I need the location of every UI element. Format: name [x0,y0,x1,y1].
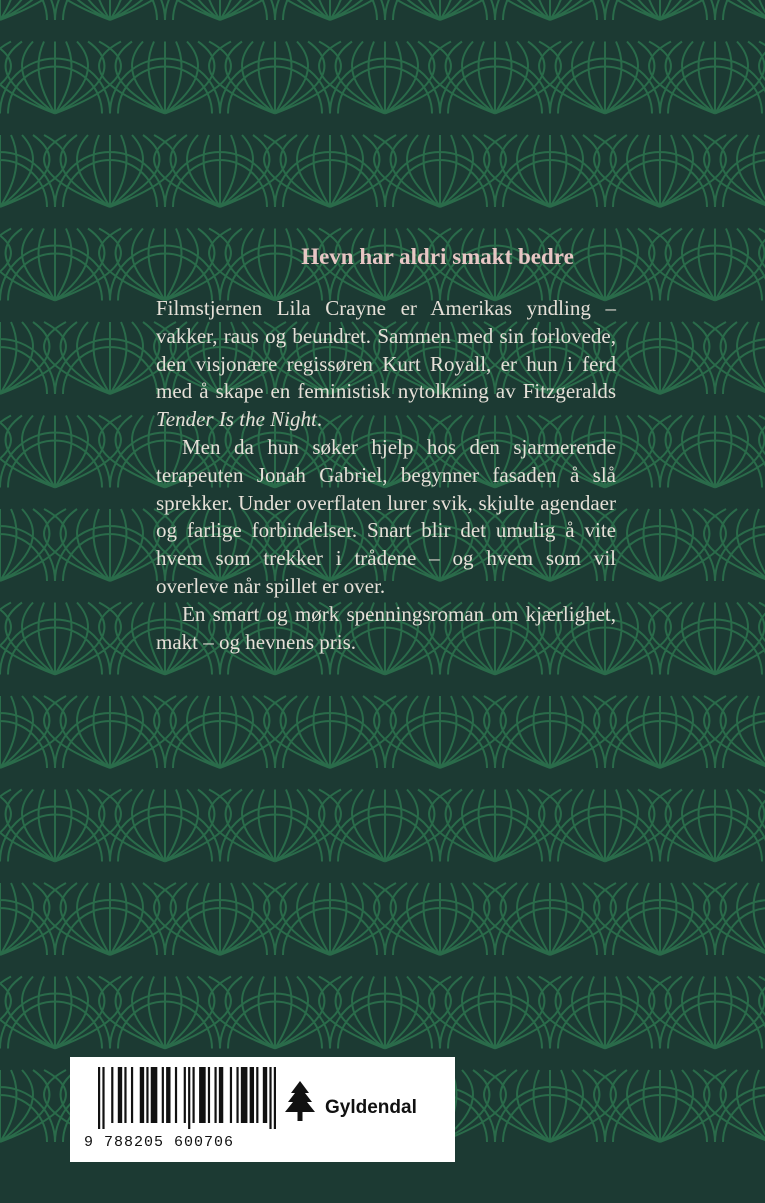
barcode-bar [111,1067,113,1123]
barcode-bar [219,1067,223,1123]
fan-motif [99,977,231,1049]
fan-motif [374,883,506,955]
fan-motif [374,696,506,768]
fan-motif [539,977,671,1049]
fan-motif [594,883,726,955]
fan-motif [44,135,176,207]
fan-motif [429,977,561,1049]
barcode-bar [124,1067,126,1123]
fan-motif [264,696,396,768]
fan-motif [539,790,671,862]
blurb-paragraph-3: En smart og mørk spenningsroman om kjærlighet, makt – og hevnens pris. [156,601,616,654]
fan-motif [154,0,286,20]
fan-motif [484,1070,616,1142]
fan-motif [429,790,561,862]
barcode-bar [256,1067,258,1123]
fir-tree-logo-icon [283,1079,317,1125]
barcode-bar [236,1067,238,1123]
barcode-panel [70,1057,455,1162]
barcode-bar [250,1067,254,1123]
barcode-bar [269,1067,271,1129]
barcode-bar [102,1067,104,1129]
fan-motif [264,0,396,20]
fan-motif [374,135,506,207]
fan-motif [484,696,616,768]
barcode-bar [131,1067,133,1123]
barcode-bar [118,1067,122,1123]
barcode-bar [192,1067,194,1123]
fan-motif [154,696,286,768]
fan-motif [44,883,176,955]
barcode-bar [146,1067,148,1123]
fan-motif [594,696,726,768]
publisher-name: Gyldendal [325,1097,417,1118]
barcode-bar [263,1067,267,1123]
barcode-bar [241,1067,248,1123]
fan-motif [264,883,396,955]
barcode [98,1067,276,1129]
fan-motif [319,42,451,114]
barcode-bar [162,1067,164,1123]
barcode-bar [199,1067,206,1123]
blurb-text [156,295,616,656]
fan-motif [209,790,341,862]
fan-motif [209,42,341,114]
fan-motif [484,883,616,955]
fan-motif [264,135,396,207]
fan-motif [594,0,726,20]
fan-motif [44,0,176,20]
isbn-number: 9 788205 600706 [84,1134,235,1151]
fan-motif [429,42,561,114]
fan-motif [374,0,506,20]
barcode-bar [140,1067,144,1123]
fan-motif [594,1070,726,1142]
fan-motif [484,0,616,20]
fan-motif [44,696,176,768]
barcode-bar [208,1067,210,1123]
fan-motif [154,135,286,207]
barcode-bar [175,1067,177,1123]
barcode-bar [188,1067,190,1129]
fan-motif [594,135,726,207]
barcode-bar [274,1067,276,1129]
barcode-bar [151,1067,158,1123]
fan-motif [154,883,286,955]
barcode-bar [166,1067,170,1123]
barcode-bar [98,1067,100,1129]
blurb-paragraph-1: Filmstjernen Lila Crayne er Amerikas yndling – vakker, raus og beundret. Sammen med sin forlovede, den visjonære regissøren Kurt Royall, er hun i ferd med å skape en feministisk nytolkning av Fitzgeralds Tender Is the Night. [156,296,616,432]
book-title-reference: Tender Is the Night [156,407,317,432]
fan-motif [319,977,451,1049]
barcode-bar [214,1067,216,1123]
tagline: Hevn har aldri smakt bedre [301,244,574,269]
barcode-bar [230,1067,232,1123]
barcode-bar [184,1067,186,1123]
fan-motif [539,42,671,114]
blurb-paragraph-2: Men da hun søker hjelp hos den sjarmerende terapeuten Jonah Gabriel, begynner fasaden å slå sprekker. Under overflaten lurer svik, skjulte agendaer og farlige forbindelser. Snart blir det umulig å vite hvem som trekker i trådene – og hvem som vil overleve når spillet er over. [156,434,616,598]
fan-motif [319,790,451,862]
fan-motif [209,977,341,1049]
fan-motif [99,790,231,862]
fan-motif [484,135,616,207]
fan-motif [99,42,231,114]
